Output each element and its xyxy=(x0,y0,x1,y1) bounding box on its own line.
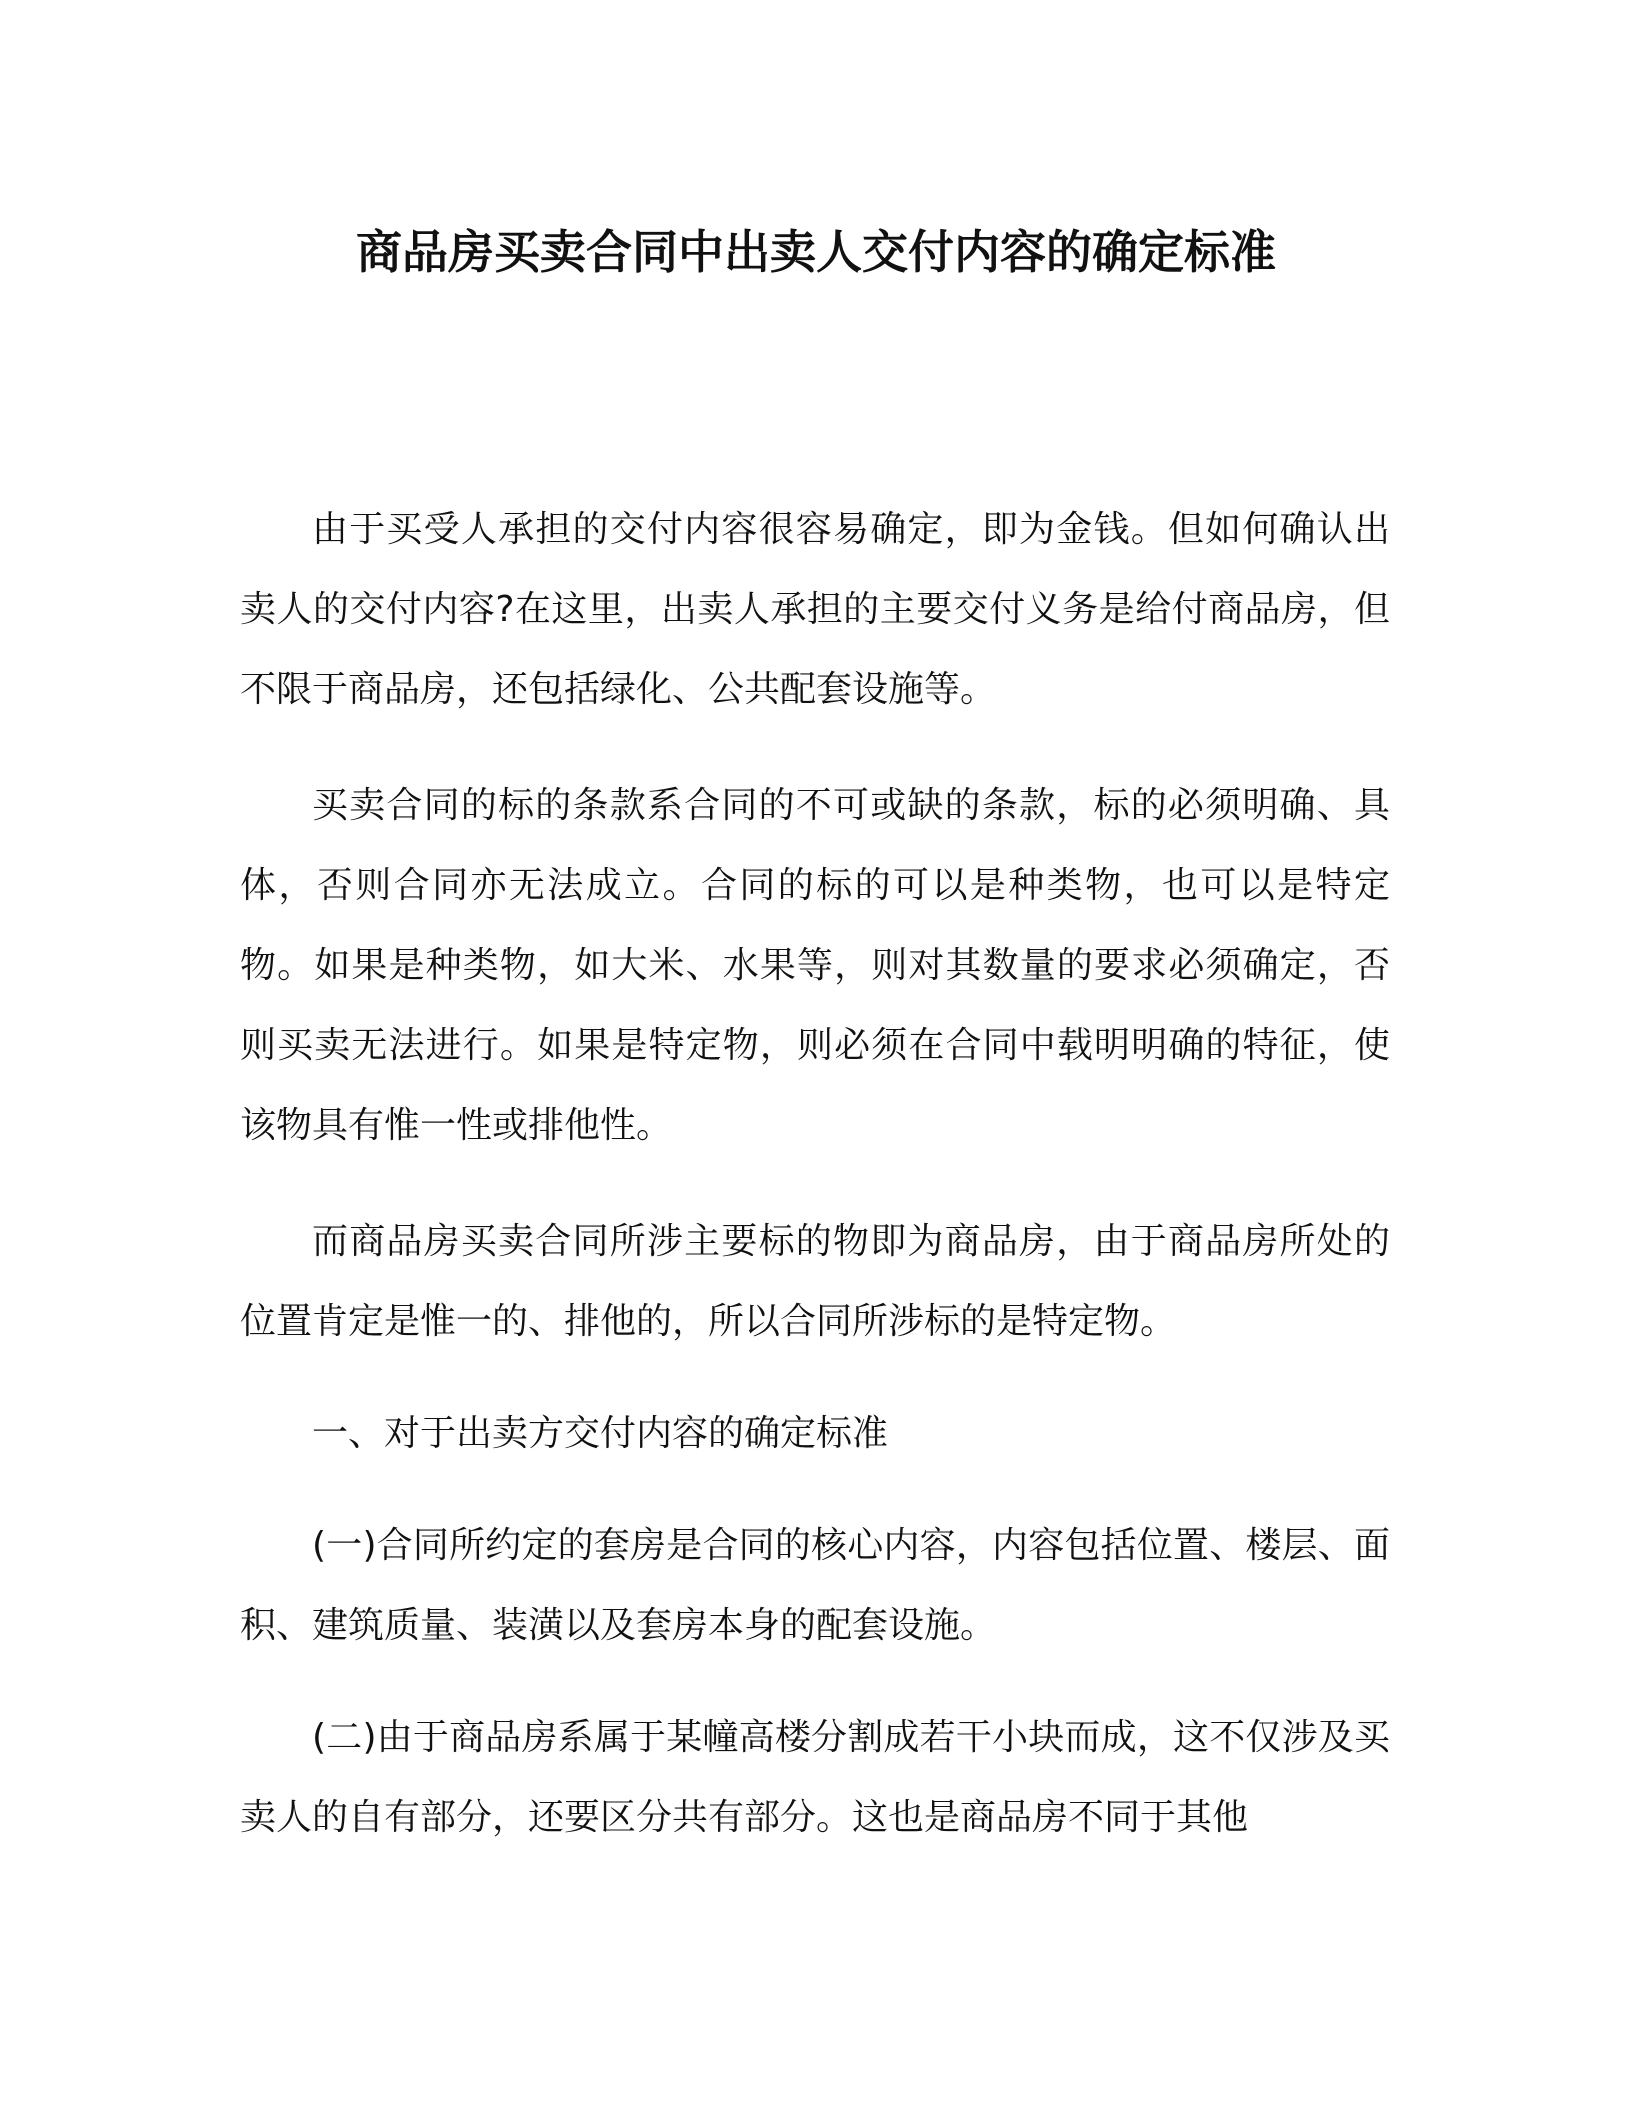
paragraph-subject-matter-clause: 买卖合同的标的条款系合同的不可或缺的条款，标的必须明确、具体，否则合同亦无法成立。合同的标的可以是种类物，也可以是特定物。如果是种类物，如大米、水果等，则对其数量的要求必须确定，否则买卖无法进行。如果是特定物，则必须在合同中载明明确的特征，使该物具有惟一性或排他性。 xyxy=(240,785,1390,1146)
document-title: 商品房买卖合同中出卖人交付内容的确定标准 xyxy=(356,225,1276,279)
paragraph-specific-object: 而商品房买卖合同所涉主要标的物即为商品房，由于商品房所处的位置肯定是惟一的、排他的，所以合同所涉标的是特定物。 xyxy=(240,1221,1390,1342)
document-body xyxy=(240,490,1390,1858)
paragraph-item-one: (一)合同所约定的套房是合同的核心内容，内容包括位置、楼层、面积、建筑质量、装潢以及套房本身的配套设施。 xyxy=(240,1525,1390,1646)
section-heading-delivery-standard: 一、对于出卖方交付内容的确定标准 xyxy=(312,1413,889,1454)
paragraph-item-two: (二)由于商品房系属于某幢高楼分割成若干小块而成，这不仅涉及买卖人的自有部分，还要区分共有部分。这也是商品房不同于其他 xyxy=(240,1717,1390,1838)
paragraph-buyer-delivery: 由于买受人承担的交付内容很容易确定，即为金钱。但如何确认出卖人的交付内容?在这里，出卖人承担的主要交付义务是给付商品房，但不限于商品房，还包括绿化、公共配套设施等。 xyxy=(240,509,1390,710)
